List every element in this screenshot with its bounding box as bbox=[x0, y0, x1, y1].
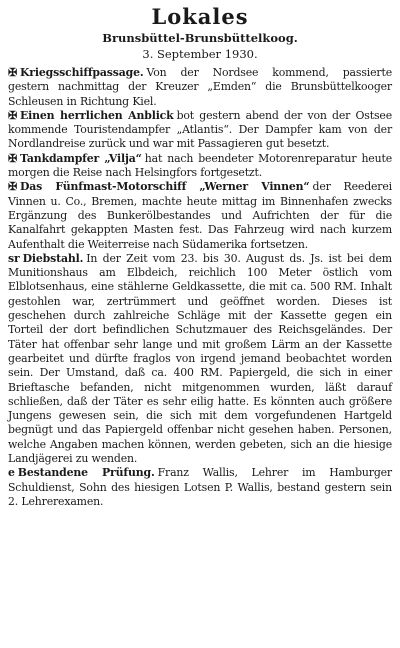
article-body: Von der Nordsee kommend, passierte gestern nachmittag der Kreuzer „Emden“ die Brunsbüttelkooger Schleusen in Richtung Kiel. bbox=[8, 66, 392, 108]
dateline: 3. September 1930. bbox=[142, 47, 258, 61]
article-marker: e bbox=[8, 466, 15, 480]
article-body: In der Zeit vom 23. bis 30. August ds. Js. ist bei dem Munitionshaus am Elbdeich, reichlich 100 Meter östlich vom Elblotsenhaus, eine stählerne Geldkassette, die mit ca. 500 RM. Inhalt gestohlen war, zertrümmert und geöffnet worden. Dieses ist geschehen durch zahlreiche Schläge mit der Kassette gegen ein Torteil der dort befindlichen Schutzmauer des Reichsgeländes. Der Täter hat offenbar sehr lange und mit großem Lärm an der Kassette gearbeitet und dürfte fraglos von irgend jemand beobachtet worden sein. Der Umstand, daß ca. 400 RM. Papiergeld, die sich in einer Brieftasche befanden, nicht mitgenommen wurden, läßt darauf schließen, daß der Täter es sehr eilig hatte. Es könnten auch größere Jungens gewesen sein, die sich mit dem vorgefundenen Hartgeld begnügt und das Papiergeld offenbar nicht gesehen haben. Personen, welche Angaben machen können, werden gebeten, sich an die hiesige Landjägerei zu wenden. bbox=[8, 251, 392, 466]
article-marker: ✠ bbox=[8, 108, 17, 122]
article-headline: Tankdampfer „Vilja“ bbox=[19, 151, 142, 165]
article-marker: sr bbox=[8, 251, 20, 265]
article-werner-vinnen bbox=[8, 180, 392, 251]
article-headline: Einen herrlichen Anblick bbox=[19, 108, 174, 122]
article-kriegsschiffpassage bbox=[8, 66, 392, 109]
article-vilja bbox=[8, 152, 392, 181]
article-headline: Diebstahl. bbox=[22, 251, 84, 265]
article-atlantis bbox=[8, 109, 392, 152]
article-headline: Kriegsschiffpassage. bbox=[19, 66, 144, 79]
article-marker: ✠ bbox=[8, 151, 17, 165]
article-marker: ✠ bbox=[8, 180, 17, 194]
article-headline: Das Fünfmast-Motorschiff „Werner Vinnen“ bbox=[19, 180, 310, 194]
section-title: Lokales bbox=[151, 4, 249, 29]
article-body: Franz Wallis, Lehrer im Hamburger Schuldienst, Sohn des hiesigen Lotsen P. Wallis, bestand gestern sein 2. Lehrerexamen. bbox=[8, 466, 392, 508]
article-diebstahl bbox=[8, 252, 392, 466]
article-body: hat nach beendeter Motorenreparatur heute morgen die Reise nach Helsingfors fortgesetzt. bbox=[8, 151, 392, 180]
article-headline: Bestandene Prüfung. bbox=[17, 466, 155, 480]
article-pruefung bbox=[8, 466, 392, 509]
article-body: der Reederei Vinnen u. Co., Bremen, machte heute mittag im Binnenhafen zwecks Ergänzung des Bunkerölbestandes und Aufrichten der für die Kanalfahrt gekappten Masten fest. Das Fahrzeug wird nach kurzem Aufenthalt die Weiterreise nach Südamerika fortsetzen. bbox=[8, 180, 392, 251]
article-body: bot gestern abend der von der Ostsee kommende Touristendampfer „Atlantis“. Der Dampfer kam von der Nordlandreise zurück und war mit Passagieren gut besetzt. bbox=[8, 108, 392, 151]
locality-heading: Brunsbüttel-Brunsbüttelkoog. bbox=[102, 31, 298, 45]
article-marker: ✠ bbox=[8, 66, 17, 79]
